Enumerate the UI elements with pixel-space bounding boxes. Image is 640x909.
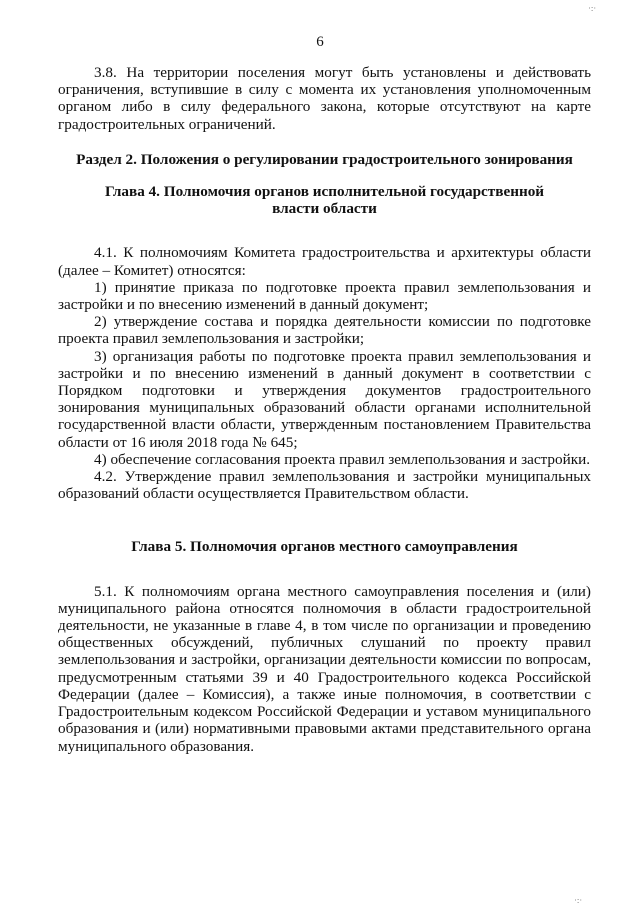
list-item-3: 3) организация работы по подготовке проекта правил землепользования и застройки и по внесению изменений в данный документ в соответствии с Порядком подготовки и утверждения документов градостроительного зонирования муниципальных образований области органами исполнительной государственной власти области, утвержденным постановлением Правительства области от 16 июля 2018 года № 645; bbox=[58, 347, 591, 451]
list-item-1: 1) принятие приказа по подготовке проекта правил землепользования и застройки и по внесению изменений в данный документ; bbox=[58, 278, 591, 314]
paragraph-4-2: 4.2. Утверждение правил землепользования и застройки муниципальных образований области осуществляется Правительством области. bbox=[58, 468, 591, 503]
section-2-title: Раздел 2. Положения о регулировании градостроительного зонирования bbox=[76, 150, 573, 168]
list-item-4: 4) обеспечение согласования проекта правил землепользования и застройки. bbox=[94, 450, 591, 468]
paragraph-3-8: 3.8. На территории поселения могут быть установлены и действовать ограничения, вступившие в силу с момента их установления уполномоченным органом либо в силу федерального закона, которые отсутствуют на карте градостроительных ограничений. bbox=[58, 64, 591, 133]
paragraph-4-1: 4.1. К полномочиям Комитета градостроительства и архитектуры области (далее – Комитет) относятся: bbox=[58, 244, 591, 279]
paragraph-5-1: 5.1. К полномочиям органа местного самоуправления поселения и (или) муниципального района относятся полномочия в области градостроительной деятельности, не указанные в главе 4, в том числе по организации и проведению общественных обсуждений, публичных слушаний по проекту правил землепользования и застройки, организации деятельности комиссии по вопросам, предусмотренным статьями 39 и 40 Градостроительного кодекса Российской Федерации (далее – Комиссия), а также иные полномочия, в соответствии с Градостроительным кодексом Российской Федерации и уставом муниципального образования и (или) нормативными правовыми актами представительного органа муниципального образования. bbox=[58, 582, 591, 755]
document-body bbox=[58, 64, 591, 755]
scan-mark-top: ·:· bbox=[588, 4, 596, 13]
chapter-5-title: Глава 5. Полномочия органов местного самоуправления bbox=[131, 538, 518, 556]
scan-mark-bottom: ·:· bbox=[574, 896, 582, 905]
page-number: 6 bbox=[316, 34, 324, 50]
chapter-4-title: Глава 4. Полномочия органов исполнительной государственной власти области bbox=[104, 183, 545, 218]
list-item-2: 2) утверждение состава и порядка деятельности комиссии по подготовке проекта правил землепользования и застройки; bbox=[58, 313, 591, 348]
